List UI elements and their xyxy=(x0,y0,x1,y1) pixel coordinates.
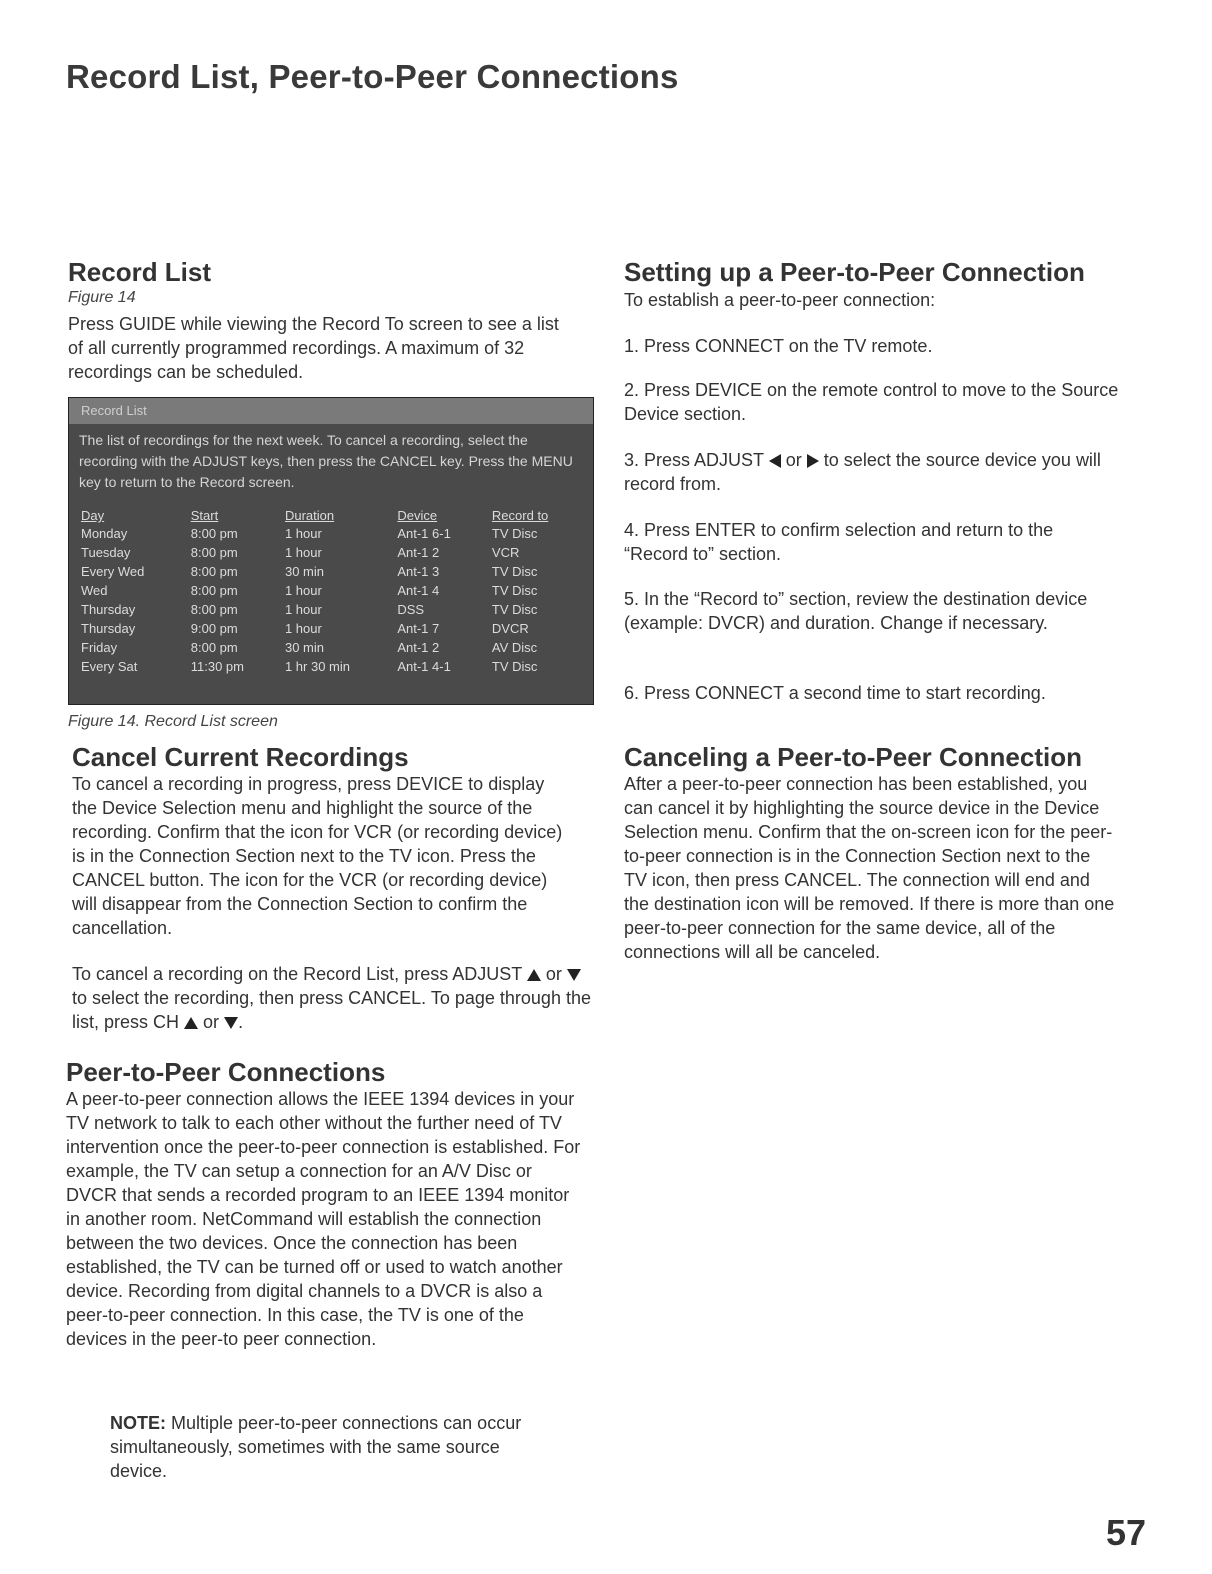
cell: 1 hour xyxy=(284,621,322,636)
down-arrow-icon xyxy=(567,969,581,981)
p2p-heading: Peer-to-Peer Connections xyxy=(66,1057,386,1087)
record-list-screen-figure xyxy=(68,397,594,705)
up-arrow-icon xyxy=(184,1017,198,1029)
cell: TV Disc xyxy=(491,583,538,598)
cell: Ant-1 7 xyxy=(397,621,440,636)
cell: Thursday xyxy=(81,621,136,636)
figure-reference: Figure 14 xyxy=(68,289,136,306)
table-row[interactable] xyxy=(77,581,587,600)
column-header-duration: Duration xyxy=(284,508,335,523)
column-header-device: Device xyxy=(397,508,438,523)
setting-up-intro: To establish a peer-to-peer connection: xyxy=(624,290,936,310)
cell: 1 hour xyxy=(284,583,322,598)
screen-description: The list of recordings for the next week. To cancel a recording, select the recording with the ADJUST keys, then press the CANCEL key. Press the MENU key to return to the Record screen. xyxy=(79,432,573,490)
cell: Ant-1 4-1 xyxy=(397,659,451,674)
table-row[interactable] xyxy=(77,657,587,676)
column-header-day: Day xyxy=(81,508,105,523)
cell: 8:00 pm xyxy=(190,583,238,598)
step-4: 4. Press ENTER to confirm selection and return to the “Record to” section. xyxy=(624,520,1054,564)
cell: 1 hr 30 min xyxy=(284,659,351,674)
table-row[interactable] xyxy=(77,524,587,543)
cell: Ant-1 4 xyxy=(397,583,440,598)
figure-caption: Figure 14. Record List screen xyxy=(68,713,278,730)
cell: 9:00 pm xyxy=(190,621,238,636)
step-5: 5. In the “Record to” section, review the destination device (example: DVCR) and duration. Change if necessary. xyxy=(624,589,1088,633)
table-row[interactable] xyxy=(77,638,587,657)
cell: AV Disc xyxy=(491,640,538,655)
cell: Ant-1 2 xyxy=(397,640,440,655)
setting-up-heading: Setting up a Peer-to-Peer Connection xyxy=(624,257,1085,287)
column-header-start: Start xyxy=(190,508,219,523)
cell: 1 hour xyxy=(284,602,322,617)
table-row[interactable] xyxy=(77,543,587,562)
cell: TV Disc xyxy=(491,526,538,541)
cell: Thursday xyxy=(81,602,136,617)
cell: Tuesday xyxy=(81,545,131,560)
cell: Ant-1 6-1 xyxy=(397,526,451,541)
table-row[interactable] xyxy=(77,619,587,638)
cell: TV Disc xyxy=(491,602,538,617)
table-header-row xyxy=(77,507,587,524)
text-fragment: . xyxy=(238,1012,244,1032)
cell: Wed xyxy=(81,583,108,598)
cell: TV Disc xyxy=(491,659,538,674)
down-arrow-icon xyxy=(224,1017,238,1029)
text-fragment: To cancel a recording on the Record List, press ADJUST xyxy=(72,964,522,984)
text-fragment: 3. Press ADJUST xyxy=(624,450,764,470)
cell: 8:00 pm xyxy=(190,640,238,655)
text-fragment: to select the source device you will record from. xyxy=(624,450,1101,494)
step-6: 6. Press CONNECT a second time to start recording. xyxy=(624,683,1046,703)
cell: 1 hour xyxy=(284,526,322,541)
step-1: 1. Press CONNECT on the TV remote. xyxy=(624,336,933,356)
canceling-heading: Canceling a Peer-to-Peer Connection xyxy=(624,742,1082,772)
right-arrow-icon xyxy=(807,454,819,468)
p2p-text: A peer-to-peer connection allows the IEEE 1394 devices in your TV network to talk to each other without the further need of TV intervention once the peer-to-peer connection is established. For example, the TV can setup a connection for an A/V Disc or DVCR that sends a recorded program to an IEEE 1394 monitor in another room. NetCommand will establish the connection between the two devices. Once the connection has been established, the TV can be turned off or used to watch another device. Recording from digital channels to a DVCR is also a peer-to-peer connection. In this case, the TV is one of the devices in the peer-to peer connection. xyxy=(66,1089,581,1349)
cell: Every Sat xyxy=(81,659,138,674)
cell: Monday xyxy=(81,526,128,541)
cell: 30 min xyxy=(284,640,324,655)
canceling-text: After a peer-to-peer connection has been established, you can cancel it by highlighting the source device in the Device Selection menu. Confirm that the on-screen icon for the peer-to-peer connection is in the Connection Section next to the TV icon, then press CANCEL. The connection will end and the destination icon will be removed. If there is more than one peer-to-peer connection for the same device, all of the connections will all be canceled. xyxy=(624,774,1115,962)
cancel-current-heading: Cancel Current Recordings xyxy=(72,742,409,772)
cancel-current-para1: To cancel a recording in progress, press DEVICE to display the Device Selection menu and highlight the source of the recording. Confirm that the icon for VCR (or recording device) is in the Connection Section next to the TV icon. Press the CANCEL button. The icon for the VCR (or recording device) will disappear from the Connection Section to confirm the cancellation. xyxy=(72,774,563,938)
step-3 xyxy=(624,448,1119,496)
cell: 8:00 pm xyxy=(190,526,238,541)
table-row[interactable] xyxy=(77,562,587,581)
cell: DSS xyxy=(397,602,425,617)
text-fragment: or xyxy=(203,1012,220,1032)
record-list-text: Press GUIDE while viewing the Record To screen to see a list of all currently programmed recordings. A maximum of 32 recordings can be scheduled. xyxy=(68,314,559,382)
cell: VCR xyxy=(491,545,520,560)
cell: Ant-1 3 xyxy=(397,564,440,579)
step-2: 2. Press DEVICE on the remote control to move to the Source Device section. xyxy=(624,380,1119,424)
cell: TV Disc xyxy=(491,564,538,579)
note-text: Multiple peer-to-peer connections can occur simultaneously, sometimes with the same source device. xyxy=(110,1413,522,1481)
cell: Every Wed xyxy=(81,564,145,579)
column-header-record-to: Record to xyxy=(491,508,549,523)
screen-title: Record List xyxy=(69,398,593,424)
recordings-table xyxy=(77,507,587,676)
page-number: 57 xyxy=(1105,1512,1146,1553)
cell: 8:00 pm xyxy=(190,564,238,579)
up-arrow-icon xyxy=(527,969,541,981)
cell: 1 hour xyxy=(284,545,322,560)
cell: Ant-1 2 xyxy=(397,545,440,560)
note-label: NOTE: xyxy=(110,1413,166,1433)
cancel-current-para2 xyxy=(72,962,597,1034)
text-fragment: to select the recording, then press CANCEL. To page through the list, press CH xyxy=(72,988,591,1032)
cell: 30 min xyxy=(284,564,324,579)
cell: 8:00 pm xyxy=(190,602,238,617)
text-fragment: or xyxy=(785,450,802,470)
cell: Friday xyxy=(81,640,118,655)
record-list-heading: Record List xyxy=(68,257,212,287)
cell: 11:30 pm xyxy=(190,659,244,674)
note xyxy=(110,1411,550,1483)
left-arrow-icon xyxy=(769,454,781,468)
table-row[interactable] xyxy=(77,600,587,619)
page-title: Record List, Peer-to-Peer Connections xyxy=(66,58,679,95)
cell: DVCR xyxy=(491,621,529,636)
cell: 8:00 pm xyxy=(190,545,238,560)
text-fragment: or xyxy=(545,964,562,984)
